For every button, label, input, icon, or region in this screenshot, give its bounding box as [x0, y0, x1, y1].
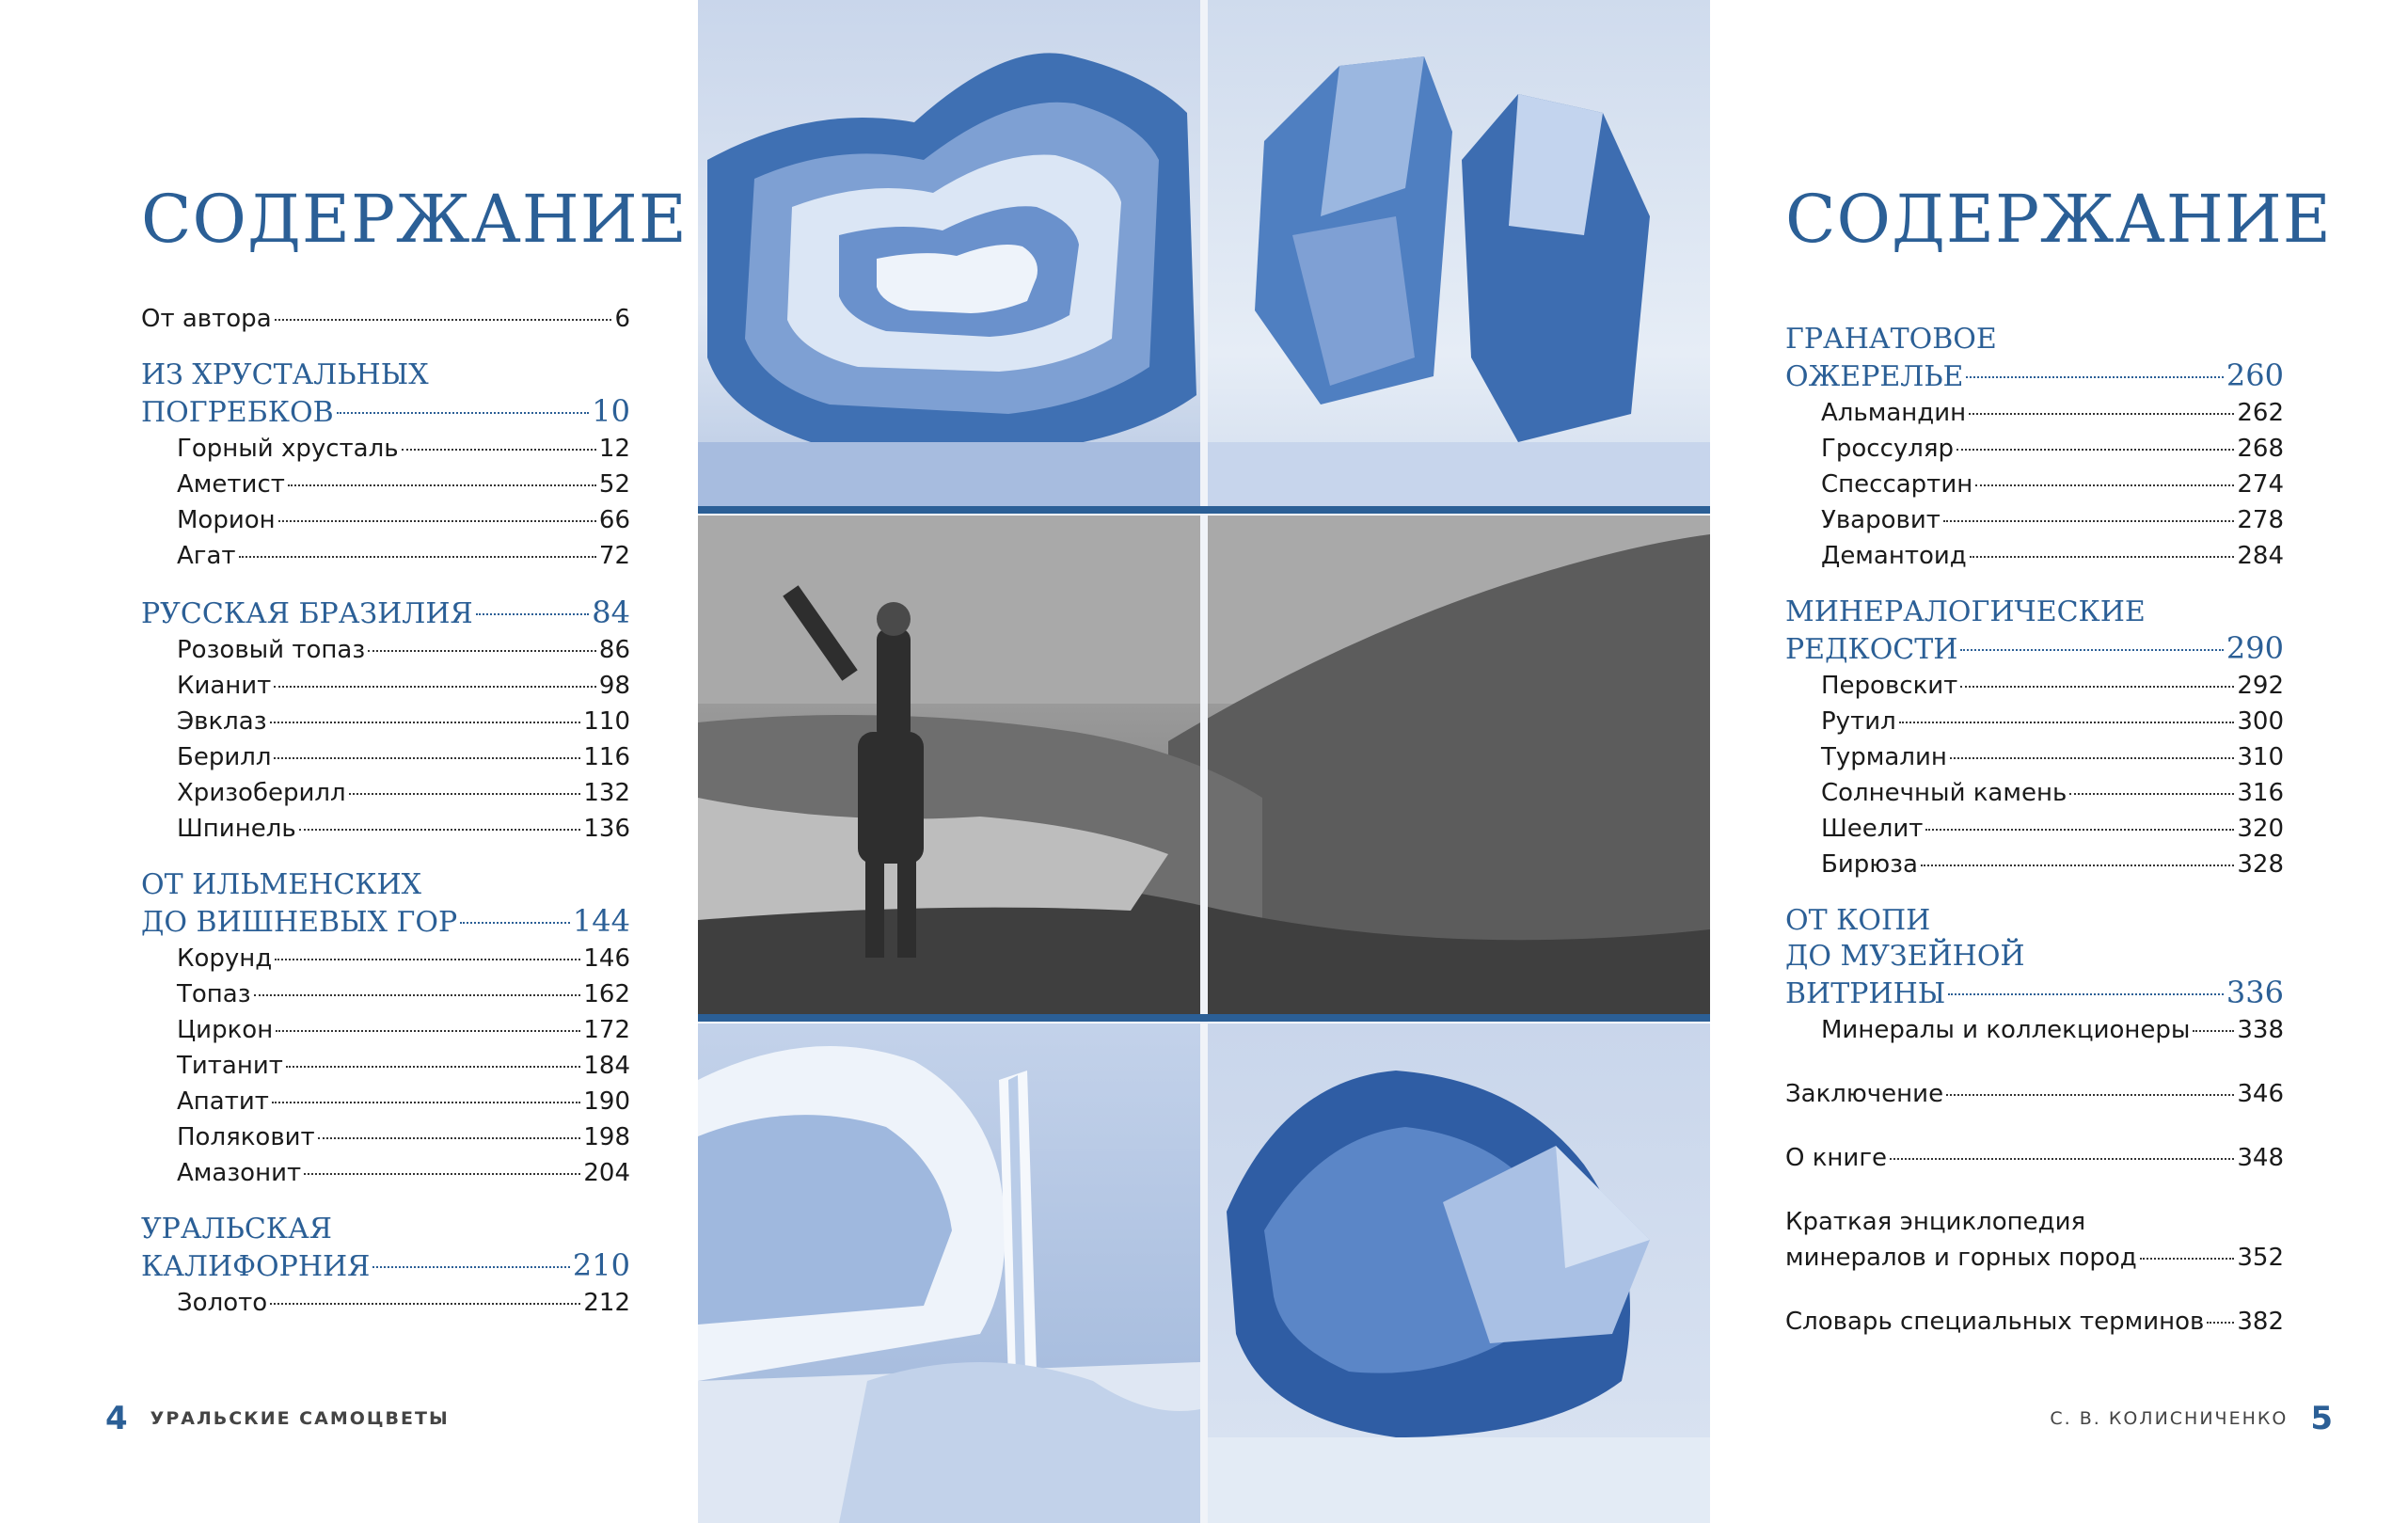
section-heading: [1785, 357, 2284, 395]
section-heading: МИНЕРАЛОГИЧЕСКИЕ: [1785, 595, 2146, 628]
entry-title: Апатит: [177, 1087, 269, 1116]
entry-page: 346: [2237, 1080, 2284, 1108]
dot-leader: [2069, 793, 2234, 795]
section-heading: [1785, 975, 2284, 1012]
section-heading-text: ПОГРЕБКОВ: [141, 396, 334, 429]
entry-page: 136: [583, 815, 630, 843]
section-heading: ИЗ ХРУСТАЛЬНЫХ: [141, 358, 429, 391]
dot-leader: [275, 319, 612, 321]
dot-leader: [1969, 413, 2234, 415]
dot-leader: [276, 1030, 580, 1032]
dot-leader: [239, 556, 596, 558]
toc-entry: [141, 1155, 630, 1191]
toc-entry: [141, 1285, 630, 1321]
section-page: 260: [2226, 357, 2284, 393]
entry-title: Поляковит: [177, 1123, 315, 1151]
toc-entry: [1785, 739, 2284, 775]
section-page: 10: [592, 393, 630, 429]
toc-entry: [1785, 1304, 2284, 1340]
dot-leader: [349, 793, 581, 795]
entry-page: 190: [583, 1087, 630, 1116]
entry-title: Шеелит: [1821, 815, 1924, 843]
dot-leader: [337, 412, 590, 414]
section-page: 290: [2226, 630, 2284, 666]
section-heading-text: КАЛИФОРНИЯ: [141, 1250, 371, 1283]
dot-leader: [270, 722, 581, 723]
entry-page: 132: [583, 779, 630, 807]
quartz-crystal-photo: [1208, 0, 1710, 506]
entry-page: 316: [2237, 779, 2284, 807]
divider: [698, 506, 1710, 514]
dot-leader: [1970, 556, 2235, 558]
entry-page: 184: [583, 1052, 630, 1080]
section-heading-text: ДО ВИШНЕВЫХ ГОР: [141, 906, 458, 939]
entry-title: Золото: [177, 1289, 268, 1317]
page-title: СОДЕРЖАНИЕ: [141, 181, 688, 258]
dot-leader: [1925, 829, 2234, 831]
toc-section: [1785, 903, 2284, 1048]
section-heading: ОТ КОПИ: [1785, 904, 1931, 937]
toc-entry: [141, 1012, 630, 1048]
agate-photo: [698, 0, 1200, 506]
dot-leader: [274, 686, 596, 688]
section-heading: [141, 903, 630, 941]
entry-page: 352: [2237, 1244, 2284, 1272]
dot-leader: [368, 650, 596, 652]
toc-entry: [1785, 1012, 2284, 1048]
page-title: СОДЕРЖАНИЕ: [1785, 181, 2332, 258]
entry-title: Морион: [177, 506, 276, 534]
footer: [2050, 1400, 2333, 1437]
entry-title: От автора: [141, 305, 272, 333]
toc-plain-entry: [1785, 1140, 2284, 1176]
dot-leader: [2207, 1322, 2234, 1324]
dot-leader: [1921, 865, 2234, 866]
entry-page: 382: [2237, 1308, 2284, 1336]
divider: [698, 1014, 1710, 1022]
toc-plain-entry: [1785, 1076, 2284, 1112]
entry-title: Корунд: [177, 944, 273, 973]
entry-page: 198: [583, 1123, 630, 1151]
entry-page: 310: [2237, 743, 2284, 771]
toc-section: [1785, 322, 2284, 574]
dot-leader: [254, 994, 581, 996]
entry-title: Турмалин: [1821, 743, 1947, 771]
toc-entry: [141, 775, 630, 811]
dot-leader: [272, 1102, 580, 1103]
entry-title: Солнечный камень: [1821, 779, 2067, 807]
entry-title: Уваровит: [1821, 506, 1941, 534]
entry-page: 72: [598, 542, 630, 570]
dot-leader: [1950, 757, 2235, 759]
entry-page: 274: [2237, 470, 2284, 499]
entry-title: Амазонит: [177, 1159, 302, 1187]
dot-leader: [1890, 1158, 2234, 1160]
toc-entry: [141, 1119, 630, 1155]
beryl-crystal-photo: [698, 1023, 1200, 1523]
dot-leader: [372, 1266, 570, 1268]
dot-leader: [1943, 520, 2234, 522]
right-page: [1710, 0, 2408, 1523]
toc-entry: [1785, 502, 2284, 538]
section-heading-text: РУССКАЯ БРАЗИЛИЯ: [141, 597, 473, 630]
entry-page: 212: [583, 1289, 630, 1317]
toc-entry: [141, 632, 630, 668]
cassiterite-crystal-photo: [1208, 1023, 1710, 1523]
section-page: 210: [572, 1247, 630, 1283]
toc-entry: [141, 668, 630, 704]
entry-title: Агат: [177, 542, 236, 570]
dot-leader: [1966, 376, 2223, 378]
section-heading-text: ОЖЕРЕЛЬЕ: [1785, 360, 1964, 393]
section-heading: [141, 595, 630, 632]
toc-entry: [141, 1084, 630, 1119]
entry-title: Заключение: [1785, 1080, 1944, 1108]
dot-leader: [304, 1173, 580, 1175]
entry-page: 292: [2237, 672, 2284, 700]
toc-entry: [1785, 538, 2284, 574]
dot-leader: [1960, 649, 2224, 651]
dot-leader: [1956, 449, 2234, 451]
dot-leader: [275, 959, 580, 960]
toc-entry: [141, 502, 630, 538]
entry-title: Циркон: [177, 1016, 274, 1044]
dot-leader: [278, 520, 596, 522]
toc-section: [141, 867, 630, 1191]
toc-entry: [141, 976, 630, 1012]
toc-entry: [1785, 847, 2284, 882]
dot-leader: [286, 1066, 580, 1068]
entry-page: 204: [583, 1159, 630, 1187]
entry-title: Берилл: [177, 743, 272, 771]
entry-page: 300: [2237, 707, 2284, 736]
running-title: УРАЛЬСКИЕ САМОЦВЕТЫ: [150, 1408, 450, 1429]
toc-entry: [1785, 1240, 2284, 1276]
table-of-contents: [141, 301, 630, 1321]
footer: [105, 1400, 450, 1437]
dot-leader: [288, 484, 596, 486]
entry-page: 268: [2237, 435, 2284, 463]
toc-entry: [1785, 668, 2284, 704]
toc-entry: [141, 811, 630, 847]
entry-title: Розовый топаз: [177, 636, 366, 664]
entry-page: 172: [583, 1016, 630, 1044]
entry-title: Краткая энциклопедия: [1785, 1208, 2086, 1236]
section-heading-text: ВИТРИНЫ: [1785, 977, 1946, 1010]
entry-title: Шпинель: [177, 815, 296, 843]
entry-page: 320: [2237, 815, 2284, 843]
dot-leader: [270, 1303, 580, 1305]
table-of-contents: [1785, 301, 2284, 1340]
toc-plain-entry: [1785, 1304, 2284, 1340]
toc-entry: [141, 1048, 630, 1084]
entry-page: 116: [583, 743, 630, 771]
dot-leader: [1948, 993, 2224, 995]
entry-title: Рутил: [1821, 707, 1896, 736]
entry-page: 86: [598, 636, 630, 664]
entry-page: 338: [2237, 1016, 2284, 1044]
section-page: 144: [572, 903, 630, 939]
page-number: 5: [2310, 1400, 2333, 1437]
entry-title: Горный хрусталь: [177, 435, 399, 463]
dot-leader: [460, 922, 570, 924]
section-heading: [141, 393, 630, 431]
author-name: С. В. КОЛИСНИЧЕНКО: [2050, 1408, 2289, 1429]
toc-entry: [141, 941, 630, 976]
entry-title: Аметист: [177, 470, 285, 499]
toc-plain-entry: [1785, 1204, 2284, 1276]
toc-entry: [141, 538, 630, 574]
toc-entry: [141, 704, 630, 739]
section-heading: ОТ ИЛЬМЕНСКИХ: [141, 868, 422, 901]
toc-entry: [1785, 775, 2284, 811]
dot-leader: [274, 757, 580, 759]
entry-title: Титанит: [177, 1052, 283, 1080]
entry-page: 6: [614, 305, 630, 333]
entry-title: Гроссуляр: [1821, 435, 1955, 463]
entry-title: Перовскит: [1821, 672, 1958, 700]
entry-title: Демантоид: [1821, 542, 1967, 570]
entry-title: Топаз: [177, 980, 251, 1008]
toc-entry: [1785, 467, 2284, 502]
entry-title: О книге: [1785, 1144, 1887, 1172]
section-heading: ГРАНАТОВОЕ: [1785, 323, 1997, 356]
dot-leader: [299, 829, 581, 831]
section-heading: УРАЛЬСКАЯ: [141, 1213, 332, 1245]
toc-entry: [1785, 395, 2284, 431]
toc-entry: [1785, 431, 2284, 467]
entry-title: Эвклаз: [177, 707, 267, 736]
section-heading-text: РЕДКОСТИ: [1785, 633, 1958, 666]
page-number: 4: [105, 1400, 128, 1437]
entry-page: 66: [598, 506, 630, 534]
entry-page: 110: [583, 707, 630, 736]
section-heading: [1785, 630, 2284, 668]
dot-leader: [1946, 1094, 2234, 1096]
entry-page: 162: [583, 980, 630, 1008]
entry-page: 12: [598, 435, 630, 463]
toc-entry: [1785, 811, 2284, 847]
dot-leader: [1975, 484, 2234, 486]
dot-leader: [1899, 722, 2235, 723]
entry-page: 278: [2237, 506, 2284, 534]
entry-page: 348: [2237, 1144, 2284, 1172]
section-heading: [141, 1247, 630, 1285]
toc-section: [141, 1212, 630, 1321]
dot-leader: [476, 613, 590, 615]
dot-leader: [2140, 1258, 2235, 1260]
dot-leader: [318, 1137, 581, 1139]
toc-entry: [141, 739, 630, 775]
toc-section: [141, 595, 630, 847]
entry-page: 284: [2237, 542, 2284, 570]
entry-title: Словарь специальных терминов: [1785, 1308, 2205, 1336]
dot-leader: [402, 449, 596, 451]
dot-leader: [2193, 1030, 2234, 1032]
entry-title: Хризоберилл: [177, 779, 346, 807]
entry-page: 52: [598, 470, 630, 499]
entry-page: 262: [2237, 399, 2284, 427]
section-page: 336: [2226, 975, 2284, 1010]
toc-entry: [141, 431, 630, 467]
photo-collage: [698, 0, 1710, 1523]
dot-leader: [1960, 686, 2234, 688]
toc-entry: [141, 301, 630, 337]
entry-title: Минералы и коллекционеры: [1821, 1016, 2191, 1044]
entry-page: 146: [583, 944, 630, 973]
left-page: [0, 0, 698, 1523]
section-page: 84: [592, 595, 630, 630]
entry-title: минералов и горных пород: [1785, 1244, 2137, 1272]
entry-title: Альмандин: [1821, 399, 1967, 427]
toc-entry: [1785, 704, 2284, 739]
toc-entry: [141, 467, 630, 502]
toc-entry: [1785, 1140, 2284, 1176]
section-heading: ДО МУЗЕЙНОЙ: [1785, 940, 2025, 973]
entry-title: Бирюза: [1821, 850, 1918, 879]
toc-section: [1785, 595, 2284, 882]
spine-gutter: [1200, 0, 1208, 1523]
entry-title: Кианит: [177, 672, 272, 700]
entry-page: 328: [2237, 850, 2284, 879]
entry-page: 98: [598, 672, 630, 700]
entry-title: Спессартин: [1821, 470, 1973, 499]
toc-section: [141, 357, 630, 574]
toc-entry: [1785, 1076, 2284, 1112]
